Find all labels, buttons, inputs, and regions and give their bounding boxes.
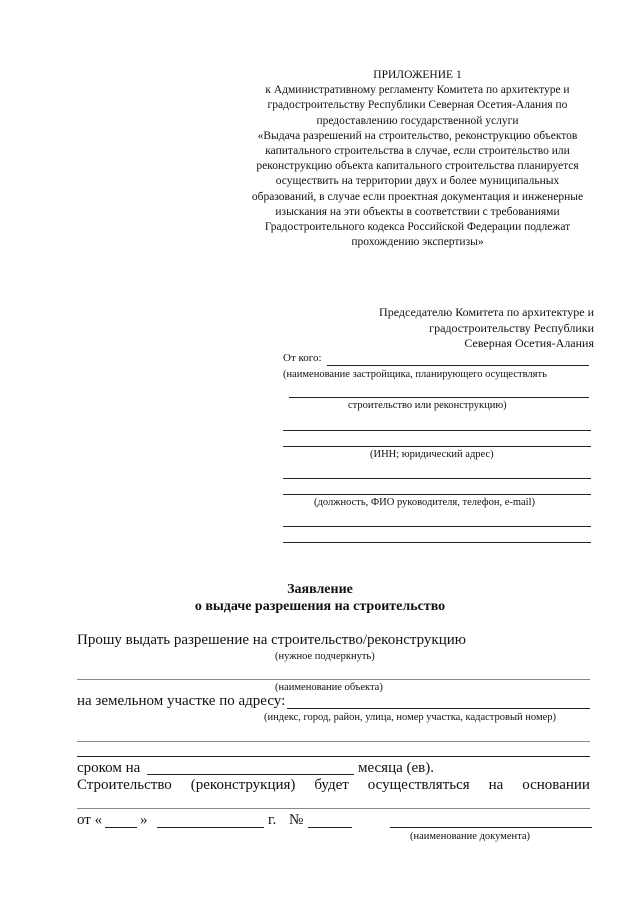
appendix-header-line: «Выдача разрешений на строительство, реконструкцию объектов	[257, 129, 578, 142]
land-hint: (индекс, город, район, улица, номер участка, кадастровый номер)	[264, 712, 557, 723]
address-input-line[interactable]	[283, 478, 591, 479]
applicant-input-line-2[interactable]	[283, 430, 591, 431]
from-input-line[interactable]	[327, 365, 589, 366]
inn-input-line[interactable]	[283, 446, 591, 447]
land-label: на земельном участке по адресу:	[77, 693, 286, 709]
basis-word: на	[488, 777, 504, 793]
appendix-header-line: капитального строительства в случае, если строительство или	[265, 145, 570, 158]
appendix-header	[225, 68, 610, 250]
term-suffix: месяца (ев).	[358, 760, 434, 776]
appendix-header-line: к Административному регламенту Комитета по архитектуре и	[265, 84, 570, 97]
object-hint: (наименование объекта)	[275, 682, 383, 693]
date-year-label: г.	[268, 812, 277, 828]
date-month-input[interactable]	[157, 827, 264, 828]
basis-word: (реконструкция)	[190, 777, 296, 793]
date-quote-close: »	[140, 812, 148, 828]
document-title: Заявление	[287, 582, 353, 597]
appendix-header-line: изыскания на эти объекты в соответствии с требованиями	[275, 205, 560, 218]
appendix-header-line: осуществить на территории двух и более муниципальных	[275, 175, 560, 188]
land-address-input-line-2[interactable]	[77, 741, 590, 742]
appendix-header-line: реконструкцию объекта капитального строительства планируется	[256, 160, 579, 173]
term-label: сроком на	[77, 760, 141, 776]
basis-word: Строительство	[77, 777, 172, 793]
basis-sentence	[77, 777, 590, 794]
doc-number-label: №	[289, 812, 304, 828]
date-day-input[interactable]	[105, 827, 137, 828]
document-subtitle: о выдаче разрешения на строительство	[194, 599, 446, 614]
from-hint-applicant: (наименование застройщика, планирующего осуществлять	[283, 369, 547, 380]
basis-word: осуществляться	[367, 777, 470, 793]
term-input-line[interactable]	[147, 774, 354, 775]
addressee-line: Северная Осетия-Алания	[464, 336, 594, 350]
applicant-input-line[interactable]	[289, 397, 589, 398]
request-hint: (нужное подчеркнуть)	[275, 651, 375, 662]
from-hint-contact: (должность, ФИО руководителя, телефон, e-mail)	[314, 497, 536, 508]
doc-number-input[interactable]	[308, 827, 352, 828]
addressee-block	[379, 305, 594, 352]
appendix-header-line: предоставлению государственной услуги	[316, 114, 519, 127]
date-from-label: от «	[77, 812, 103, 828]
contact-input-line[interactable]	[283, 494, 591, 495]
from-hint-inn: (ИНН; юридический адрес)	[370, 449, 494, 460]
from-hint-construction: строительство или реконструкцию)	[348, 400, 507, 411]
land-address-input-line-3[interactable]	[77, 756, 590, 757]
basis-input-line[interactable]	[77, 808, 590, 809]
appendix-header-line: градостроительству Республики Северная Осетия-Алания по	[267, 99, 568, 112]
doc-name-hint: (наименование документа)	[410, 831, 531, 842]
appendix-header-line: ПРИЛОЖЕНИЕ 1	[373, 69, 462, 81]
land-address-input-line[interactable]	[287, 708, 590, 709]
addressee-line: Председателю Комитета по архитектуре и	[379, 305, 594, 319]
basis-word: основании	[522, 777, 590, 793]
appendix-header-line: прохождению экспертизы»	[351, 236, 484, 249]
basis-word: будет	[314, 777, 349, 793]
object-input-line[interactable]	[77, 679, 590, 680]
addressee-line: градостроительству Республики	[429, 320, 594, 335]
appendix-header-line: Градостроительного кодекса Российской Федерации подлежат	[264, 221, 571, 234]
doc-name-input[interactable]	[390, 827, 592, 828]
contact-input-line-2[interactable]	[283, 526, 591, 527]
request-text: Прошу выдать разрешение на строительство/реконструкцию	[77, 632, 466, 648]
from-label: От кого:	[283, 352, 322, 364]
contact-input-line-3[interactable]	[283, 542, 591, 543]
appendix-header-line: образований, в случае если проектная документация и инженерные	[251, 190, 584, 203]
